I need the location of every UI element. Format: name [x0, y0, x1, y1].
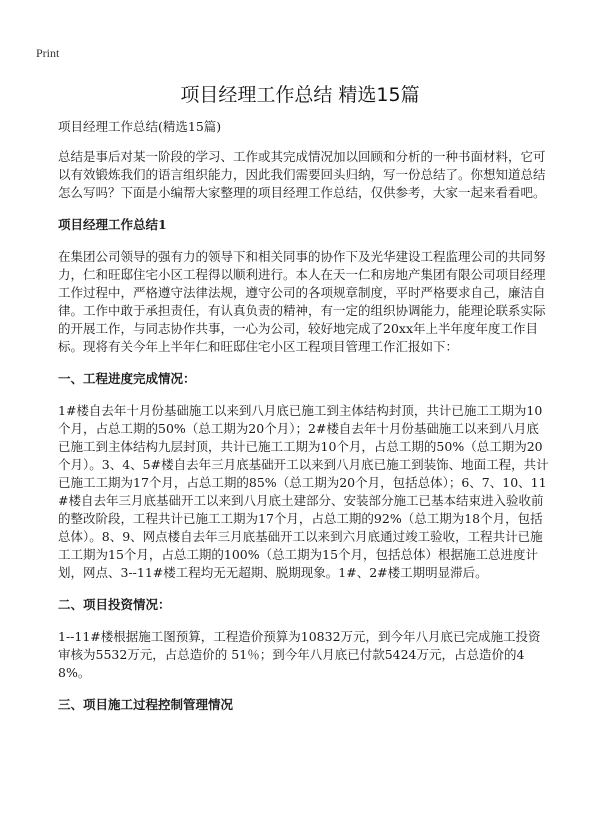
investment-paragraph: 1--11#楼根据施工图预算，工程造价预算为10832万元，到今年八月底已完成施工投资审核为5532万元，占总造价的 51％；到今年八月底已付款5424万元，占总造价的48%。: [58, 629, 541, 680]
section-heading: 项目经理工作总结1: [58, 217, 167, 232]
document-subtitle: 项目经理工作总结(精选15篇): [58, 119, 222, 134]
intro-paragraph: 总结是事后对某一阶段的学习、工作或其完成情况加以回顾和分析的一种书面材料，它可以有效锻炼我们的语言组织能力，因此我们需要回头归纳，写一份总结了。你想知道总结怎么写吗？下面是小编帮大家整理的项目经理工作总结，仅供参考，大家一起来看看吧。: [58, 149, 546, 200]
section-paragraph: 在集团公司领导的强有力的领导下和相关同事的协作下及光华建设工程监理公司的共同努力，仁和旺邸住宅小区工程得以顺利进行。本人在天一仁和房地产集团有限公司项目经理工作过程中，严格遵守法律法规，遵守公司的各项规章制度，平时严格要求自己，廉洁自律。工作中敢于承担责任，有认真负责的精神，有一定的组织协调能力，能理论联系实际的开展工作，与同志协作共事，一心为公司，较好地完成了20xx年上半年度年度工作目标。现将有关今年上半年仁和旺邸住宅小区工程项目管理工作汇报如下：: [58, 249, 546, 354]
investment-heading: 二、项目投资情况：: [58, 597, 171, 612]
print-label: Print: [36, 46, 60, 60]
document-body: [58, 118, 550, 728]
document-title: 项目经理工作总结 精选15篇: [180, 84, 420, 106]
progress-heading: 一、工程进度完成情况：: [58, 371, 196, 386]
control-heading: 三、项目施工过程控制管理情况: [58, 697, 234, 712]
progress-paragraph: 1#楼自去年十月份基础施工以来到八月底已施工到主体结构封顶，共计已施工工期为10个月，占总工期的50%（总工期为20个月）；2#楼自去年十月份基础施工以来到八月底已施工到主体结构九层封顶，共计已施工工期为10个月，占总工期的50%（总工期为20个月）。3、4、5#楼自去年三月底基础开工以来到八月底已施工到装饰、地面工程，共计已施工工期为17个月，占总工期的85%（总工期为20个月，包括总体）；6、7、10、11#楼自去年三月底基础开工以来到八月底土建部分、安装部分施工已基本结束进入验收前的整改阶段，工程共计已施工工期为17个月，占总工期的92%（总工期为18个月，包括总体）。8、9、网点楼自去年三月底基础开工以来到六月底通过竣工验收，工程共计已施工工期为15个月，占总工期的100%（总工期为15个月，包括总体）根据施工总进度计划，网点、3--11#楼工程均无无超期、脱期现象。1#、2#楼工期明显滞后。: [58, 403, 549, 580]
